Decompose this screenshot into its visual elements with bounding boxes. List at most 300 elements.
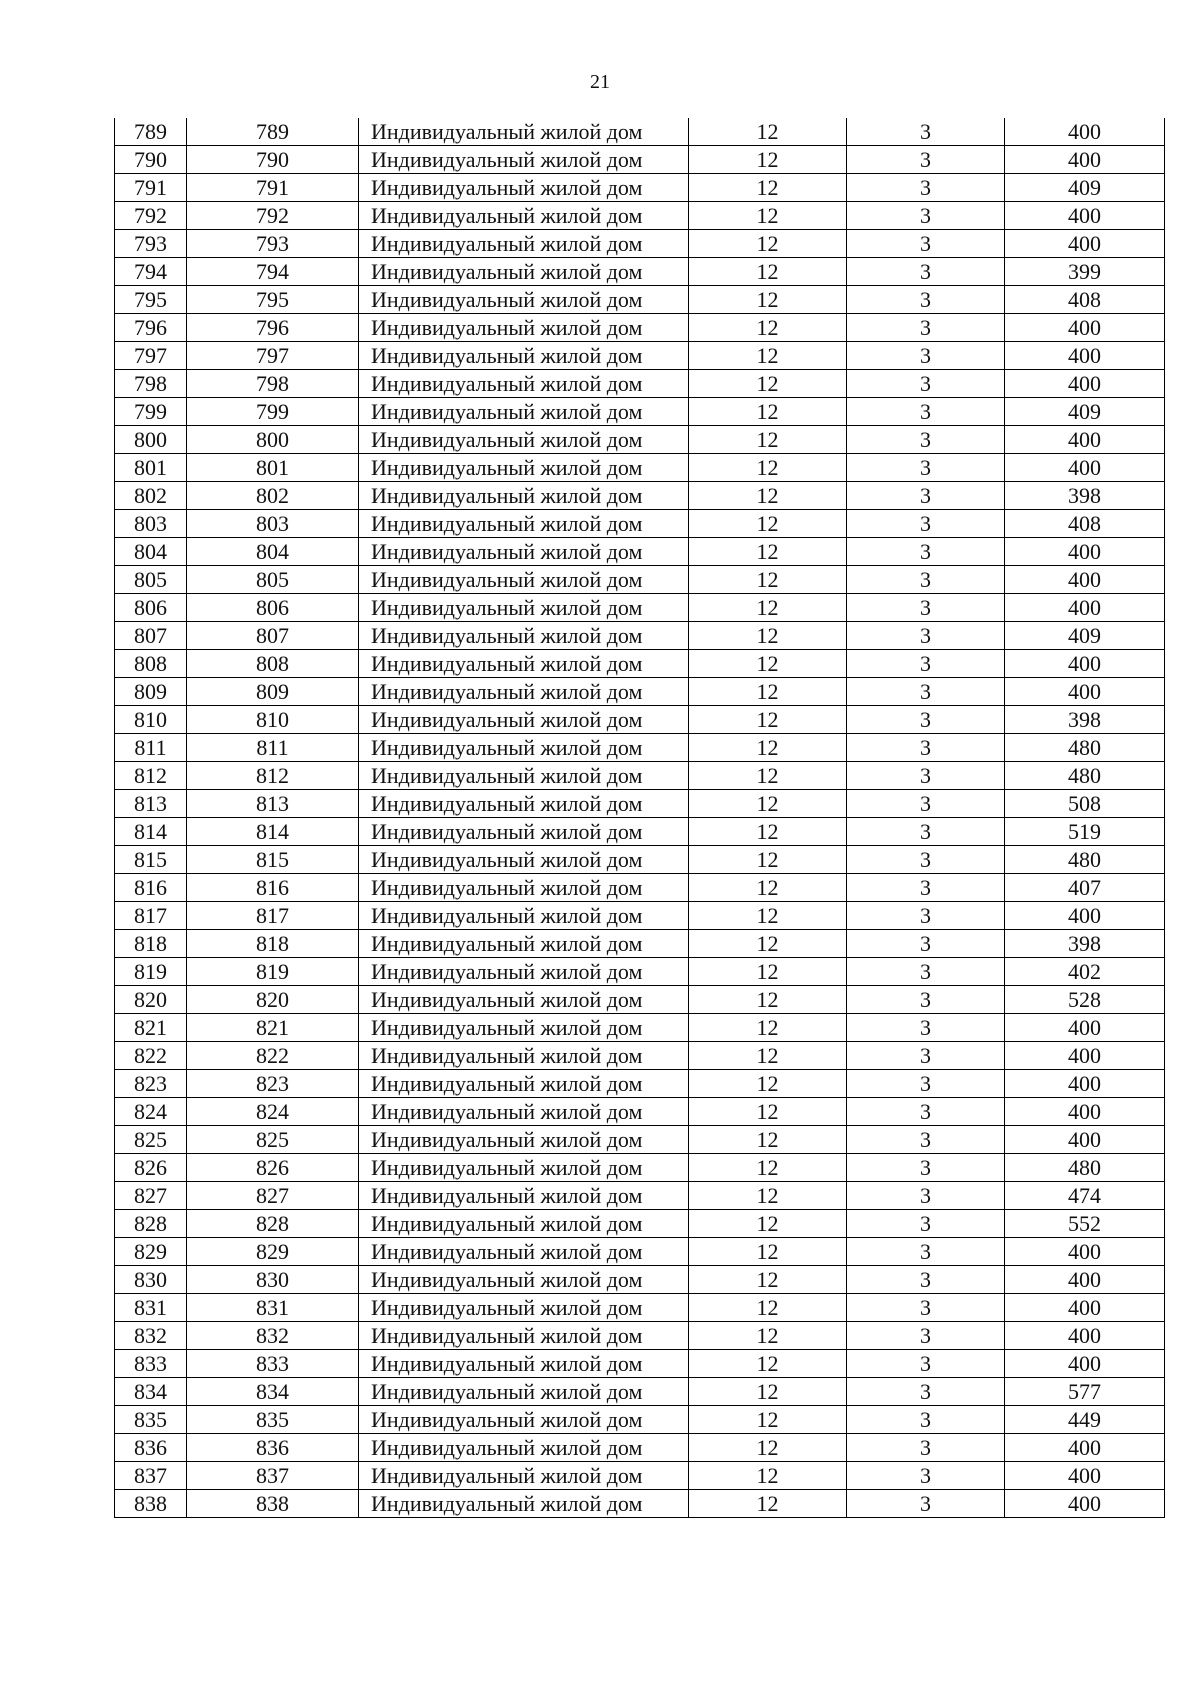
value-3-cell: 3 — [847, 818, 1005, 846]
area-cell: 409 — [1005, 398, 1165, 426]
plot-number-cell: 800 — [187, 426, 359, 454]
value-3-cell: 3 — [847, 1322, 1005, 1350]
plot-number-cell: 833 — [187, 1350, 359, 1378]
row-number-cell: 808 — [115, 650, 187, 678]
row-number-cell: 789 — [115, 118, 187, 146]
building-type-cell: Индивидуальный жилой дом — [359, 1238, 689, 1266]
value-3-cell: 3 — [847, 594, 1005, 622]
value-12-cell: 12 — [689, 566, 847, 594]
plot-number-cell: 822 — [187, 1042, 359, 1070]
area-cell: 400 — [1005, 314, 1165, 342]
area-cell: 400 — [1005, 1462, 1165, 1490]
value-3-cell: 3 — [847, 1294, 1005, 1322]
plot-number-cell: 825 — [187, 1126, 359, 1154]
table-row — [115, 650, 1165, 678]
value-3-cell: 3 — [847, 1266, 1005, 1294]
value-3-cell: 3 — [847, 370, 1005, 398]
building-type-cell: Индивидуальный жилой дом — [359, 566, 689, 594]
building-type-cell: Индивидуальный жилой дом — [359, 1098, 689, 1126]
area-cell: 400 — [1005, 118, 1165, 146]
table-row — [115, 174, 1165, 202]
value-12-cell: 12 — [689, 1322, 847, 1350]
value-12-cell: 12 — [689, 1238, 847, 1266]
plot-number-cell: 809 — [187, 678, 359, 706]
plot-number-cell: 813 — [187, 790, 359, 818]
row-number-cell: 838 — [115, 1490, 187, 1518]
building-type-cell: Индивидуальный жилой дом — [359, 1406, 689, 1434]
table-row — [115, 398, 1165, 426]
table-row — [115, 1406, 1165, 1434]
building-type-cell: Индивидуальный жилой дом — [359, 258, 689, 286]
table-row — [115, 1322, 1165, 1350]
row-number-cell: 837 — [115, 1462, 187, 1490]
value-3-cell: 3 — [847, 1182, 1005, 1210]
plot-number-cell: 790 — [187, 146, 359, 174]
building-type-cell: Индивидуальный жилой дом — [359, 174, 689, 202]
area-cell: 400 — [1005, 202, 1165, 230]
value-12-cell: 12 — [689, 594, 847, 622]
value-12-cell: 12 — [689, 762, 847, 790]
table-row — [115, 1266, 1165, 1294]
value-3-cell: 3 — [847, 1210, 1005, 1238]
table-row — [115, 1462, 1165, 1490]
area-cell: 408 — [1005, 286, 1165, 314]
row-number-cell: 836 — [115, 1434, 187, 1462]
plot-number-cell: 821 — [187, 1014, 359, 1042]
value-12-cell: 12 — [689, 622, 847, 650]
building-type-cell: Индивидуальный жилой дом — [359, 734, 689, 762]
area-cell: 400 — [1005, 1098, 1165, 1126]
building-type-cell: Индивидуальный жилой дом — [359, 510, 689, 538]
area-cell: 400 — [1005, 566, 1165, 594]
area-cell: 400 — [1005, 1294, 1165, 1322]
area-cell: 400 — [1005, 1350, 1165, 1378]
value-12-cell: 12 — [689, 986, 847, 1014]
value-12-cell: 12 — [689, 146, 847, 174]
table-row — [115, 1350, 1165, 1378]
row-number-cell: 813 — [115, 790, 187, 818]
value-3-cell: 3 — [847, 734, 1005, 762]
value-3-cell: 3 — [847, 622, 1005, 650]
plot-number-cell: 805 — [187, 566, 359, 594]
table-row — [115, 1378, 1165, 1406]
plot-number-cell: 812 — [187, 762, 359, 790]
area-cell: 408 — [1005, 510, 1165, 538]
value-3-cell: 3 — [847, 1378, 1005, 1406]
plots-table — [114, 118, 1165, 1518]
row-number-cell: 820 — [115, 986, 187, 1014]
area-cell: 400 — [1005, 678, 1165, 706]
plot-number-cell: 814 — [187, 818, 359, 846]
plot-number-cell: 794 — [187, 258, 359, 286]
value-3-cell: 3 — [847, 706, 1005, 734]
value-3-cell: 3 — [847, 986, 1005, 1014]
table-row — [115, 566, 1165, 594]
value-12-cell: 12 — [689, 734, 847, 762]
value-3-cell: 3 — [847, 1042, 1005, 1070]
row-number-cell: 814 — [115, 818, 187, 846]
building-type-cell: Индивидуальный жилой дом — [359, 454, 689, 482]
value-12-cell: 12 — [689, 398, 847, 426]
plot-number-cell: 829 — [187, 1238, 359, 1266]
plot-number-cell: 792 — [187, 202, 359, 230]
building-type-cell: Индивидуальный жилой дом — [359, 286, 689, 314]
value-12-cell: 12 — [689, 230, 847, 258]
area-cell: 400 — [1005, 230, 1165, 258]
value-12-cell: 12 — [689, 930, 847, 958]
table-row — [115, 1238, 1165, 1266]
value-12-cell: 12 — [689, 1070, 847, 1098]
plot-number-cell: 826 — [187, 1154, 359, 1182]
value-3-cell: 3 — [847, 342, 1005, 370]
plot-number-cell: 838 — [187, 1490, 359, 1518]
area-cell: 400 — [1005, 1434, 1165, 1462]
table-row — [115, 1126, 1165, 1154]
table-row — [115, 1042, 1165, 1070]
value-12-cell: 12 — [689, 286, 847, 314]
building-type-cell: Индивидуальный жилой дом — [359, 986, 689, 1014]
area-cell: 398 — [1005, 482, 1165, 510]
plot-number-cell: 791 — [187, 174, 359, 202]
building-type-cell: Индивидуальный жилой дом — [359, 930, 689, 958]
table-row — [115, 1490, 1165, 1518]
building-type-cell: Индивидуальный жилой дом — [359, 398, 689, 426]
building-type-cell: Индивидуальный жилой дом — [359, 1126, 689, 1154]
building-type-cell: Индивидуальный жилой дом — [359, 790, 689, 818]
building-type-cell: Индивидуальный жилой дом — [359, 314, 689, 342]
value-3-cell: 3 — [847, 1014, 1005, 1042]
table-row — [115, 706, 1165, 734]
area-cell: 508 — [1005, 790, 1165, 818]
building-type-cell: Индивидуальный жилой дом — [359, 818, 689, 846]
area-cell: 400 — [1005, 902, 1165, 930]
value-3-cell: 3 — [847, 1406, 1005, 1434]
building-type-cell: Индивидуальный жилой дом — [359, 1434, 689, 1462]
building-type-cell: Индивидуальный жилой дом — [359, 202, 689, 230]
building-type-cell: Индивидуальный жилой дом — [359, 1350, 689, 1378]
table-row — [115, 426, 1165, 454]
building-type-cell: Индивидуальный жилой дом — [359, 874, 689, 902]
value-12-cell: 12 — [689, 482, 847, 510]
value-3-cell: 3 — [847, 762, 1005, 790]
value-3-cell: 3 — [847, 958, 1005, 986]
value-3-cell: 3 — [847, 230, 1005, 258]
table-row — [115, 258, 1165, 286]
row-number-cell: 834 — [115, 1378, 187, 1406]
area-cell: 400 — [1005, 454, 1165, 482]
row-number-cell: 798 — [115, 370, 187, 398]
plot-number-cell: 804 — [187, 538, 359, 566]
value-3-cell: 3 — [847, 174, 1005, 202]
row-number-cell: 831 — [115, 1294, 187, 1322]
area-cell: 400 — [1005, 1014, 1165, 1042]
value-3-cell: 3 — [847, 650, 1005, 678]
building-type-cell: Индивидуальный жилой дом — [359, 1462, 689, 1490]
area-cell: 400 — [1005, 1266, 1165, 1294]
area-cell: 474 — [1005, 1182, 1165, 1210]
area-cell: 449 — [1005, 1406, 1165, 1434]
row-number-cell: 811 — [115, 734, 187, 762]
value-12-cell: 12 — [689, 174, 847, 202]
area-cell: 400 — [1005, 146, 1165, 174]
row-number-cell: 827 — [115, 1182, 187, 1210]
building-type-cell: Индивидуальный жилой дом — [359, 706, 689, 734]
building-type-cell: Индивидуальный жилой дом — [359, 1182, 689, 1210]
value-12-cell: 12 — [689, 1406, 847, 1434]
building-type-cell: Индивидуальный жилой дом — [359, 902, 689, 930]
area-cell: 399 — [1005, 258, 1165, 286]
value-3-cell: 3 — [847, 398, 1005, 426]
table-row — [115, 482, 1165, 510]
row-number-cell: 815 — [115, 846, 187, 874]
area-cell: 400 — [1005, 1322, 1165, 1350]
row-number-cell: 800 — [115, 426, 187, 454]
value-12-cell: 12 — [689, 846, 847, 874]
table-row — [115, 902, 1165, 930]
value-3-cell: 3 — [847, 118, 1005, 146]
row-number-cell: 832 — [115, 1322, 187, 1350]
row-number-cell: 799 — [115, 398, 187, 426]
row-number-cell: 809 — [115, 678, 187, 706]
building-type-cell: Индивидуальный жилой дом — [359, 650, 689, 678]
building-type-cell: Индивидуальный жилой дом — [359, 538, 689, 566]
value-3-cell: 3 — [847, 258, 1005, 286]
building-type-cell: Индивидуальный жилой дом — [359, 846, 689, 874]
row-number-cell: 823 — [115, 1070, 187, 1098]
value-12-cell: 12 — [689, 1434, 847, 1462]
area-cell: 400 — [1005, 1042, 1165, 1070]
value-3-cell: 3 — [847, 1350, 1005, 1378]
value-12-cell: 12 — [689, 202, 847, 230]
value-12-cell: 12 — [689, 1182, 847, 1210]
value-12-cell: 12 — [689, 1266, 847, 1294]
plot-number-cell: 797 — [187, 342, 359, 370]
row-number-cell: 802 — [115, 482, 187, 510]
value-3-cell: 3 — [847, 454, 1005, 482]
area-cell: 400 — [1005, 342, 1165, 370]
table-row — [115, 678, 1165, 706]
row-number-cell: 819 — [115, 958, 187, 986]
building-type-cell: Индивидуальный жилой дом — [359, 1378, 689, 1406]
table-row — [115, 874, 1165, 902]
plot-number-cell: 799 — [187, 398, 359, 426]
area-cell: 402 — [1005, 958, 1165, 986]
row-number-cell: 790 — [115, 146, 187, 174]
row-number-cell: 801 — [115, 454, 187, 482]
value-3-cell: 3 — [847, 930, 1005, 958]
value-3-cell: 3 — [847, 874, 1005, 902]
value-12-cell: 12 — [689, 1294, 847, 1322]
table-row — [115, 230, 1165, 258]
value-3-cell: 3 — [847, 286, 1005, 314]
row-number-cell: 825 — [115, 1126, 187, 1154]
value-12-cell: 12 — [689, 958, 847, 986]
building-type-cell: Индивидуальный жилой дом — [359, 342, 689, 370]
plot-number-cell: 810 — [187, 706, 359, 734]
building-type-cell: Индивидуальный жилой дом — [359, 146, 689, 174]
row-number-cell: 805 — [115, 566, 187, 594]
table-row — [115, 790, 1165, 818]
plot-number-cell: 836 — [187, 1434, 359, 1462]
row-number-cell: 804 — [115, 538, 187, 566]
plot-number-cell: 817 — [187, 902, 359, 930]
building-type-cell: Индивидуальный жилой дом — [359, 762, 689, 790]
row-number-cell: 817 — [115, 902, 187, 930]
building-type-cell: Индивидуальный жилой дом — [359, 118, 689, 146]
plot-number-cell: 789 — [187, 118, 359, 146]
building-type-cell: Индивидуальный жилой дом — [359, 1070, 689, 1098]
area-cell: 480 — [1005, 762, 1165, 790]
area-cell: 552 — [1005, 1210, 1165, 1238]
value-12-cell: 12 — [689, 538, 847, 566]
area-cell: 400 — [1005, 650, 1165, 678]
plot-number-cell: 828 — [187, 1210, 359, 1238]
value-12-cell: 12 — [689, 706, 847, 734]
value-3-cell: 3 — [847, 426, 1005, 454]
value-3-cell: 3 — [847, 566, 1005, 594]
row-number-cell: 807 — [115, 622, 187, 650]
table-row — [115, 1014, 1165, 1042]
value-3-cell: 3 — [847, 902, 1005, 930]
value-3-cell: 3 — [847, 146, 1005, 174]
building-type-cell: Индивидуальный жилой дом — [359, 370, 689, 398]
row-number-cell: 829 — [115, 1238, 187, 1266]
value-3-cell: 3 — [847, 538, 1005, 566]
building-type-cell: Индивидуальный жилой дом — [359, 230, 689, 258]
area-cell: 577 — [1005, 1378, 1165, 1406]
plot-number-cell: 827 — [187, 1182, 359, 1210]
area-cell: 409 — [1005, 174, 1165, 202]
plot-number-cell: 806 — [187, 594, 359, 622]
table-body — [115, 118, 1165, 1518]
building-type-cell: Индивидуальный жилой дом — [359, 958, 689, 986]
table-row — [115, 146, 1165, 174]
area-cell: 528 — [1005, 986, 1165, 1014]
value-3-cell: 3 — [847, 1154, 1005, 1182]
plot-number-cell: 830 — [187, 1266, 359, 1294]
row-number-cell: 794 — [115, 258, 187, 286]
row-number-cell: 830 — [115, 1266, 187, 1294]
plot-number-cell: 795 — [187, 286, 359, 314]
table-row — [115, 538, 1165, 566]
value-12-cell: 12 — [689, 1490, 847, 1518]
building-type-cell: Индивидуальный жилой дом — [359, 1014, 689, 1042]
value-3-cell: 3 — [847, 510, 1005, 538]
value-12-cell: 12 — [689, 510, 847, 538]
value-12-cell: 12 — [689, 426, 847, 454]
area-cell: 400 — [1005, 426, 1165, 454]
table-row — [115, 818, 1165, 846]
plot-number-cell: 793 — [187, 230, 359, 258]
row-number-cell: 835 — [115, 1406, 187, 1434]
value-12-cell: 12 — [689, 818, 847, 846]
value-3-cell: 3 — [847, 1126, 1005, 1154]
area-cell: 480 — [1005, 846, 1165, 874]
table-row — [115, 1182, 1165, 1210]
value-12-cell: 12 — [689, 314, 847, 342]
value-12-cell: 12 — [689, 118, 847, 146]
row-number-cell: 793 — [115, 230, 187, 258]
table-row — [115, 1070, 1165, 1098]
plot-number-cell: 835 — [187, 1406, 359, 1434]
value-3-cell: 3 — [847, 314, 1005, 342]
building-type-cell: Индивидуальный жилой дом — [359, 1490, 689, 1518]
plot-number-cell: 816 — [187, 874, 359, 902]
value-12-cell: 12 — [689, 258, 847, 286]
value-12-cell: 12 — [689, 1014, 847, 1042]
building-type-cell: Индивидуальный жилой дом — [359, 1322, 689, 1350]
plot-number-cell: 803 — [187, 510, 359, 538]
plot-number-cell: 808 — [187, 650, 359, 678]
value-3-cell: 3 — [847, 1098, 1005, 1126]
row-number-cell: 826 — [115, 1154, 187, 1182]
row-number-cell: 833 — [115, 1350, 187, 1378]
building-type-cell: Индивидуальный жилой дом — [359, 678, 689, 706]
plot-number-cell: 831 — [187, 1294, 359, 1322]
value-12-cell: 12 — [689, 454, 847, 482]
area-cell: 400 — [1005, 1238, 1165, 1266]
table-row — [115, 370, 1165, 398]
row-number-cell: 796 — [115, 314, 187, 342]
area-cell: 400 — [1005, 370, 1165, 398]
building-type-cell: Индивидуальный жилой дом — [359, 622, 689, 650]
area-cell: 398 — [1005, 706, 1165, 734]
value-3-cell: 3 — [847, 1070, 1005, 1098]
row-number-cell: 824 — [115, 1098, 187, 1126]
row-number-cell: 797 — [115, 342, 187, 370]
row-number-cell: 803 — [115, 510, 187, 538]
area-cell: 407 — [1005, 874, 1165, 902]
row-number-cell: 821 — [115, 1014, 187, 1042]
table-row — [115, 594, 1165, 622]
value-12-cell: 12 — [689, 1126, 847, 1154]
table-row — [115, 846, 1165, 874]
area-cell: 400 — [1005, 1070, 1165, 1098]
area-cell: 400 — [1005, 538, 1165, 566]
value-12-cell: 12 — [689, 1462, 847, 1490]
value-12-cell: 12 — [689, 902, 847, 930]
plot-number-cell: 798 — [187, 370, 359, 398]
row-number-cell: 795 — [115, 286, 187, 314]
table-row — [115, 958, 1165, 986]
area-cell: 400 — [1005, 594, 1165, 622]
value-12-cell: 12 — [689, 1350, 847, 1378]
row-number-cell: 792 — [115, 202, 187, 230]
plot-number-cell: 837 — [187, 1462, 359, 1490]
area-cell: 409 — [1005, 622, 1165, 650]
table-row — [115, 734, 1165, 762]
plot-number-cell: 807 — [187, 622, 359, 650]
area-cell: 400 — [1005, 1126, 1165, 1154]
value-3-cell: 3 — [847, 790, 1005, 818]
value-12-cell: 12 — [689, 1378, 847, 1406]
row-number-cell: 818 — [115, 930, 187, 958]
value-12-cell: 12 — [689, 1154, 847, 1182]
table-row — [115, 454, 1165, 482]
plot-number-cell: 819 — [187, 958, 359, 986]
table-row — [115, 1098, 1165, 1126]
plot-number-cell: 802 — [187, 482, 359, 510]
building-type-cell: Индивидуальный жилой дом — [359, 1154, 689, 1182]
area-cell: 480 — [1005, 1154, 1165, 1182]
table-row — [115, 930, 1165, 958]
plot-number-cell: 815 — [187, 846, 359, 874]
value-3-cell: 3 — [847, 482, 1005, 510]
table-row — [115, 986, 1165, 1014]
value-12-cell: 12 — [689, 370, 847, 398]
plot-number-cell: 834 — [187, 1378, 359, 1406]
plot-number-cell: 811 — [187, 734, 359, 762]
